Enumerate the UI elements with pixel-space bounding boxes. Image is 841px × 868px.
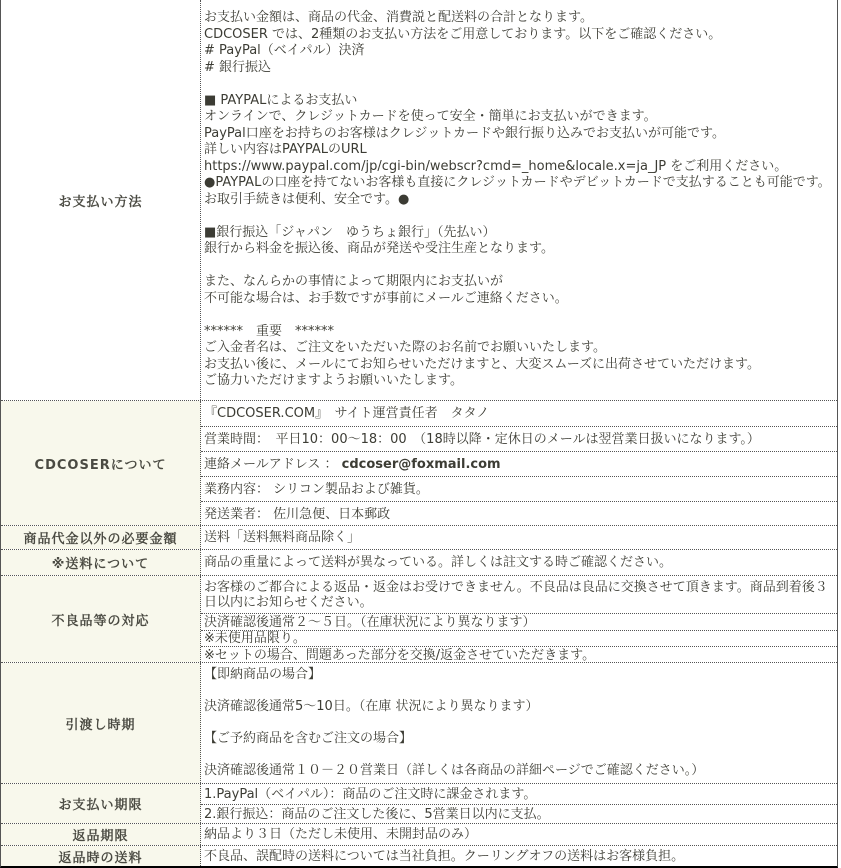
row-cells	[201, 401, 837, 525]
row-label: 不良品等の対応	[51, 613, 150, 629]
row-label-cell	[1, 824, 201, 845]
row-label-cell	[1, 576, 201, 662]
table-row-about-cdcoser	[1, 400, 837, 525]
text-line: お支払い金額は、商品の代金、消費説と配送料の合計となります。	[204, 10, 593, 26]
content-cell	[201, 846, 837, 866]
text-line	[204, 683, 835, 699]
content-cell	[201, 630, 837, 646]
row-label-cell	[1, 550, 201, 575]
text-line: ●PAYPALの口座を持てないお客様も直接にクレジットカードやデビットカードで支払することも可能です。	[204, 175, 831, 191]
table-row-payment-deadline	[1, 783, 837, 823]
text-line: # PayPal（ベイパル）決済	[204, 43, 365, 59]
text-line: 発送業者： 佐川急便、日本郵政	[204, 506, 391, 522]
row-label-cell	[1, 0, 201, 400]
text-line: ご協力いただけますようお願いいたします。	[204, 373, 463, 389]
content-cell	[201, 0, 837, 400]
table-row-shipping-note	[1, 549, 837, 575]
text-line: 決済確認後通常１０－２０営業日（詳しくは各商品の詳細ページでご確認ください。）	[204, 763, 705, 778]
text-line: # 銀行振込	[204, 59, 272, 75]
row-label: 返品期限	[72, 829, 129, 844]
content-cell	[201, 550, 837, 575]
row-cells	[201, 576, 837, 662]
row-label: ※送料について	[51, 557, 150, 572]
table-row-return-shipping	[1, 845, 837, 866]
row-label: CDCOSERについて	[34, 457, 167, 473]
text-line: また、なんらかの事情によって期限内にお支払いが	[204, 274, 504, 290]
text-line	[204, 208, 835, 225]
text-line: 【即納商品の場合】	[204, 667, 322, 682]
text-line: お支払い後に、メールにてお知らせいただけますと、大変スムーズに出荷させていただけます。	[204, 356, 761, 372]
row-cells	[201, 784, 837, 823]
row-cells	[201, 824, 837, 845]
row-cells	[201, 0, 837, 400]
text-line: https://www.paypal.com/jp/cgi-bin/webscr?cmd=_home&locale.x=ja_JP をご利用ください。	[204, 158, 788, 174]
text-line: 2.銀行振込：商品のご注文した後に、5営業日以内に支払。	[204, 807, 550, 822]
text-line	[204, 258, 835, 275]
row-label: 商品代金以外の必要金額	[23, 532, 178, 547]
text-line: ご入金者名は、ご注文をいただいた際のお名前でお願いいたします。	[204, 340, 606, 356]
content-cell	[201, 613, 837, 630]
content-cell	[201, 663, 837, 783]
table-row-delivery-time	[1, 662, 837, 783]
text-line: ※未使用品限り。	[204, 631, 306, 646]
row-label: 返品時の送料	[58, 850, 143, 866]
row-cells	[201, 526, 837, 549]
text-line: 納品より３日（ただし未使用、未開封品のみ）	[204, 827, 478, 842]
text-line: 1.PayPal（ベイパル）：商品のご注文時に課金されます。	[204, 786, 537, 802]
content-cell	[201, 426, 837, 451]
text-line: PayPal口座をお持ちのお客様はクレジットカードや銀行振り込みでお支払いが可能です。	[204, 125, 725, 141]
text-line: 業務内容： シリコン製品および雑貨。	[204, 481, 429, 497]
text-line: 銀行から料金を振込後、商品が発送や受注生産となります。	[204, 241, 554, 257]
content-cell	[201, 804, 837, 823]
row-cells	[201, 550, 837, 575]
text-line	[204, 457, 835, 472]
content-cell	[201, 476, 837, 501]
text-line: 決済確認後通常5～10日。（在庫 状況により異なります）	[204, 699, 539, 714]
text-line: オンラインで、クレジットカードを使って安全・簡単にお支払いができます。	[204, 109, 657, 125]
table-row-payment-method	[1, 0, 837, 400]
text-line: 営業時間： 平日10：00～18：00 （18時以降・定休日のメールは翌営業日扱いになります。）	[204, 431, 760, 447]
row-cells	[201, 663, 837, 783]
table-row-defective-items	[1, 575, 837, 662]
text-line: ※セットの場合、問題あった部分を交換/返金させていただきます。	[204, 647, 596, 662]
contact-email: cdcoser@foxmail.com	[341, 456, 501, 472]
content-cell	[201, 501, 837, 525]
row-cells	[201, 846, 837, 866]
row-label-cell	[1, 526, 201, 549]
text-line: ■銀行振込「ジャパン ゆうちょ銀行」（先払い）	[204, 224, 496, 240]
text-line: お客様のご都合による返品・返金はお受けできません。不良品は良品に交換させて頂きます。商品到着後３日以内にお知らせください。	[204, 579, 828, 610]
content-cell	[201, 784, 837, 804]
content-cell	[201, 451, 837, 476]
text-line	[204, 747, 835, 763]
row-label: お支払い方法	[58, 194, 143, 210]
text-line: ****** 重要 ******	[204, 323, 335, 339]
text-line: 決済確認後通常２～５日。（在庫状況により異なります）	[204, 614, 536, 630]
text-line: 不可能な場合は、お手数ですが事前にメールご連絡ください。	[204, 290, 568, 306]
text-line: ■ PAYPALによるお支払い	[204, 92, 358, 108]
row-label-cell	[1, 846, 201, 866]
row-label-cell	[1, 663, 201, 783]
row-label: 引渡し時期	[65, 717, 136, 733]
text-line	[204, 307, 835, 324]
row-label: お支払い期限	[58, 798, 143, 813]
text-line: お取引手続きは便利、安全です。●	[204, 191, 410, 207]
text-line: 詳しい内容はPAYPALのURL	[204, 142, 367, 158]
text-line: CDCOSER では、2種類のお支払い方法をご用意しております。以下をご確認ください。	[204, 26, 722, 42]
content-cell	[201, 401, 837, 426]
text-line: 商品の重量によって送料が異なっている。詳しくは註文する時ご確認ください。	[204, 555, 673, 570]
content-cell	[201, 526, 837, 549]
table-row-return-deadline	[1, 823, 837, 845]
content-cell	[201, 824, 837, 845]
text-line: 送料「送料無料商品除く」	[204, 530, 361, 545]
content-cell	[201, 646, 837, 662]
text-line	[204, 715, 835, 731]
content-cell	[201, 576, 837, 613]
text-line: 不良品、誤配時の送料については当社負担。クーリングオフの送料はお客様負担。	[204, 848, 685, 864]
row-label-cell	[1, 784, 201, 823]
text-line	[204, 76, 835, 93]
row-label-cell	[1, 401, 201, 525]
text-line: 【ご予約商品を含むご注文の場合】	[204, 731, 413, 746]
text-line: 『CDCOSER.COM』 サイト運営責任者 タタノ	[204, 406, 490, 421]
contact-email-label: 連絡メールアドレス ：	[204, 456, 342, 472]
table-row-extra-fees	[1, 525, 837, 549]
